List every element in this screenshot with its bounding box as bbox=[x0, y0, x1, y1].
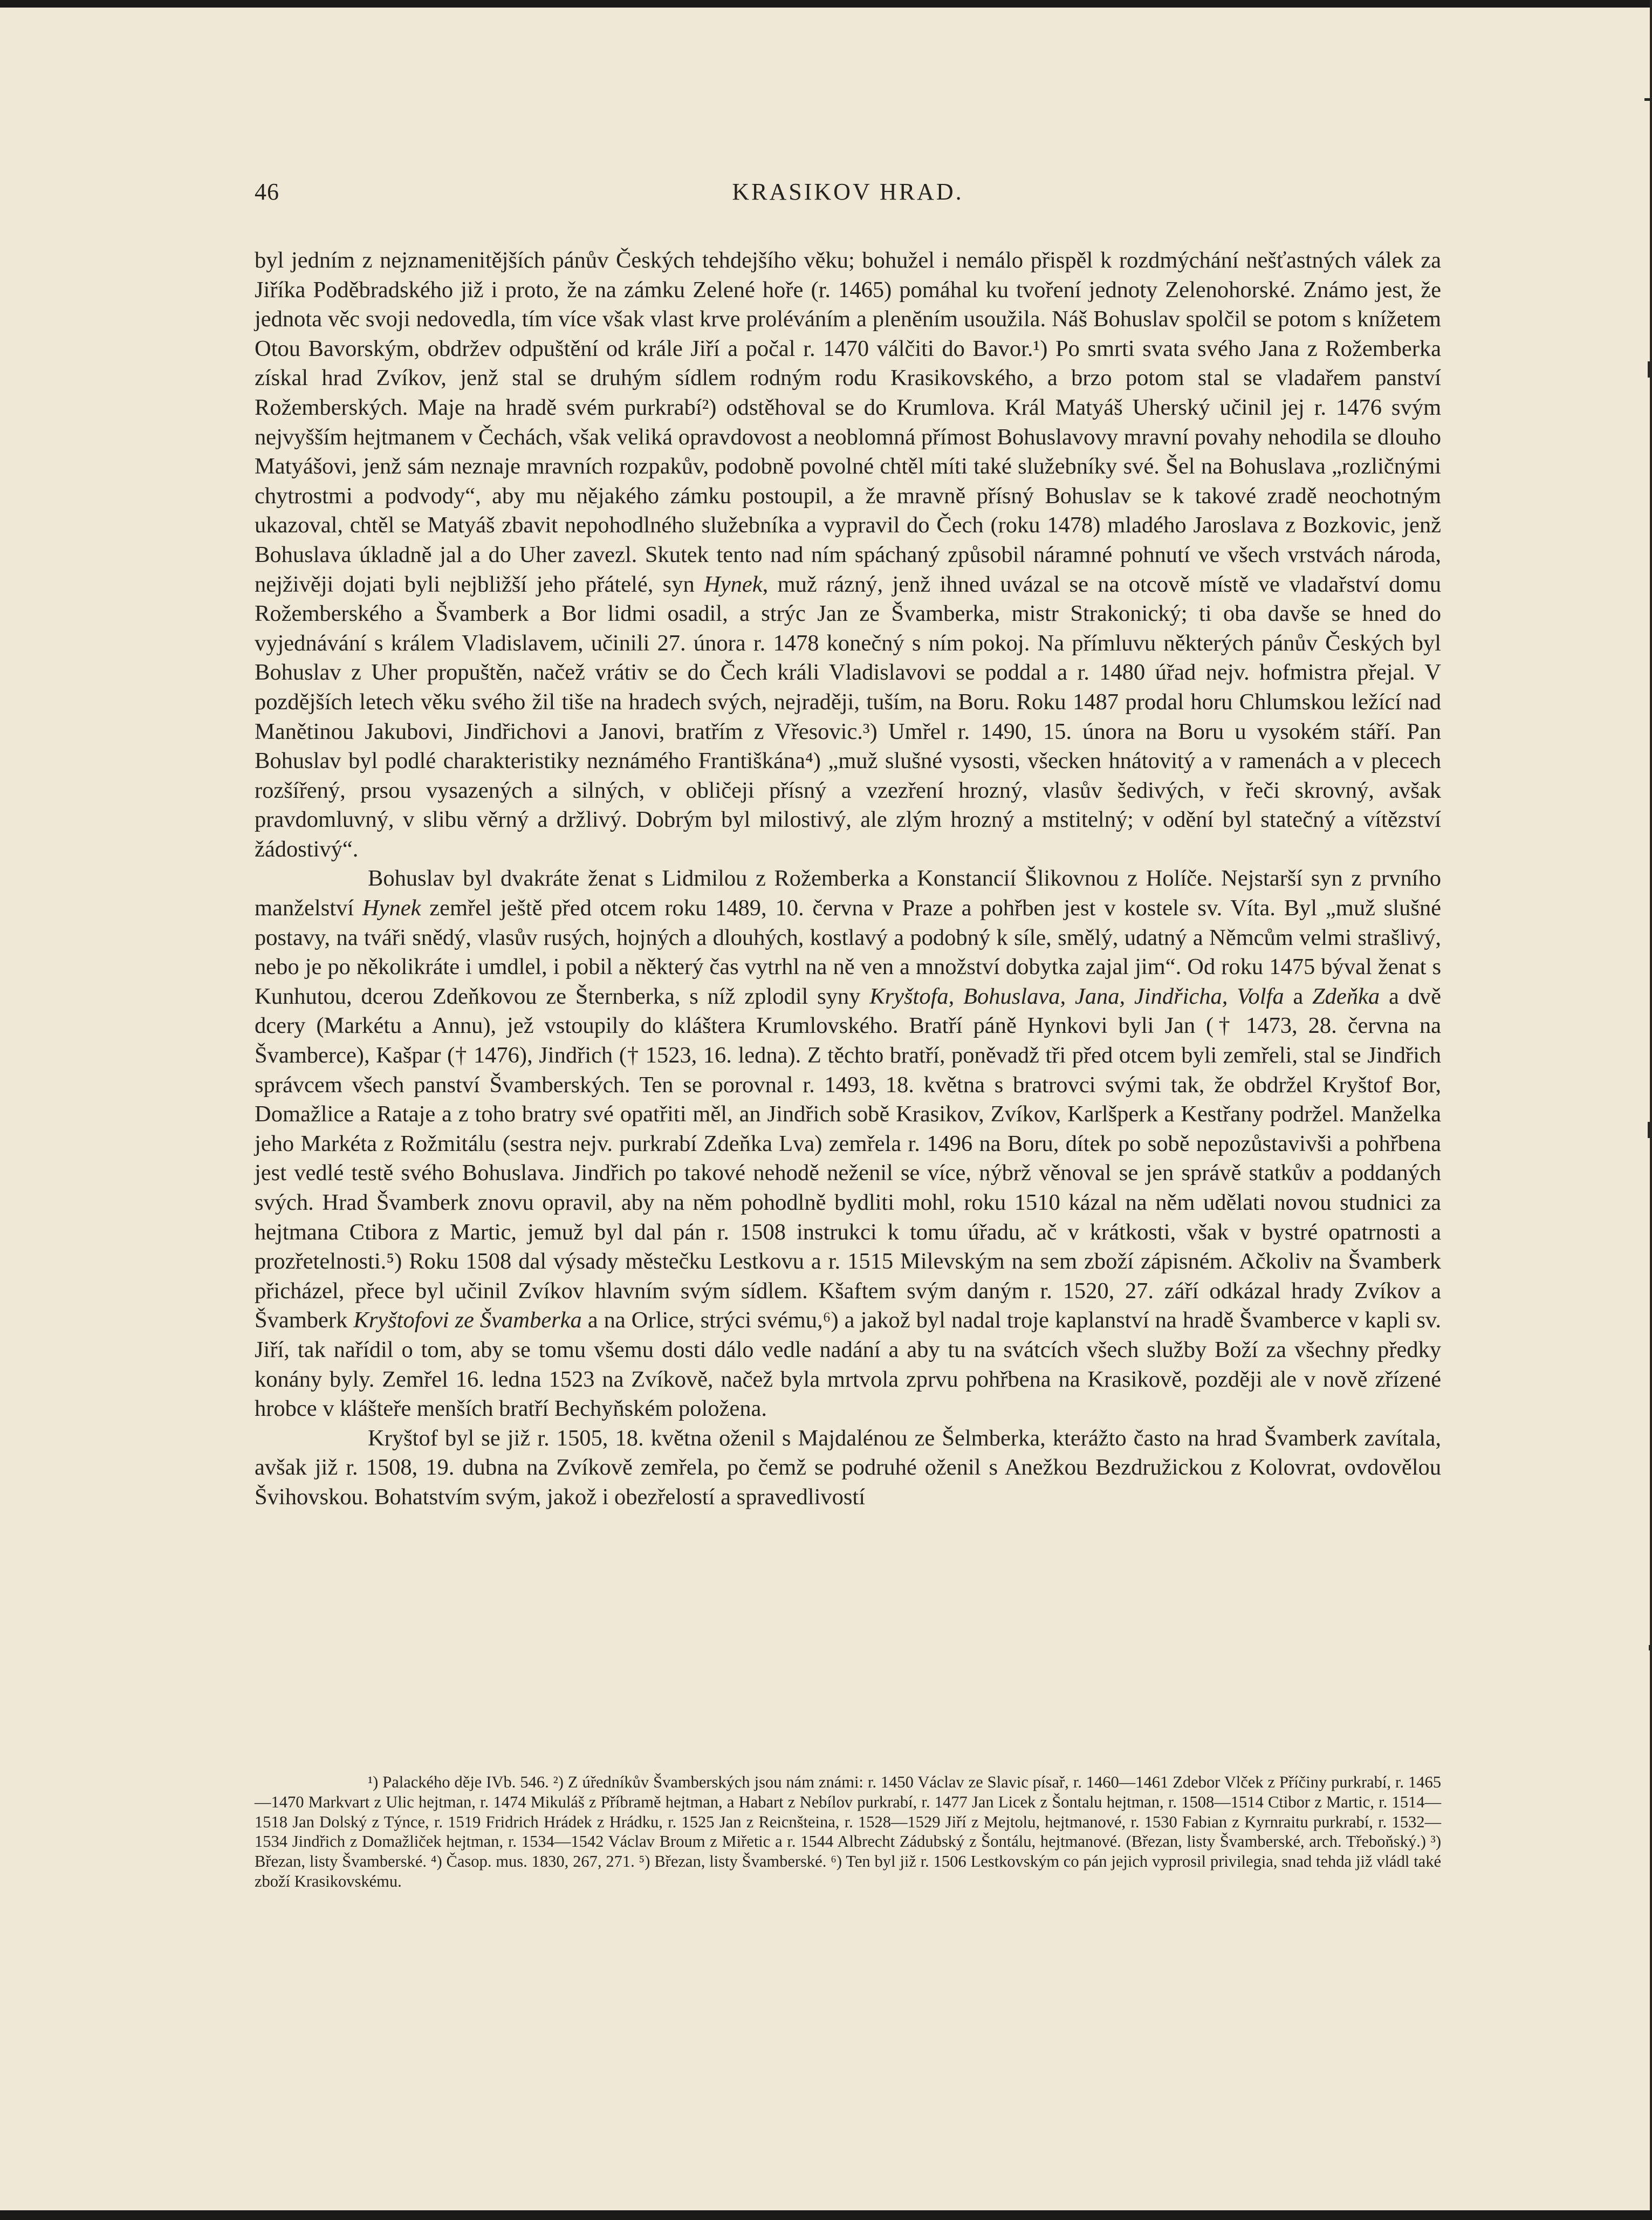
edge-tick-mark bbox=[1649, 1645, 1652, 1650]
paragraph-3 bbox=[255, 1424, 1441, 1512]
edge-tick-mark bbox=[1648, 1122, 1652, 1138]
paragraph-1 bbox=[255, 246, 1441, 864]
italic-names: Kryštofa, Bohuslava, Jana, Jindřicha, Volfa bbox=[869, 983, 1284, 1009]
text-run: , muž rázný, jenž ihned uvázal se na otcově místě ve vladařství domu Rožemberského a Švamberk a Bor lidmi osadil, a strýc Jan ze Švamberka, mistr Strakonický; ti oba davše se hned do vyjednávání s králem Vladislavem, učinili 27. února r. 1478 konečný s ním pokoj. Na přímluvu některých pánův Českých byl Bohuslav z Uher propuštěn, načež vrátiv se do Čech králi Vladislavovi se poddal a r. 1480 úřad nejv. hofmistra přejal. V pozdějších letech věku svého žil tiše na hradech svých, nejraději, tuším, na Boru. Roku 1487 prodal horu Chlumskou ležící nad Manětinou Jakubovi, Jindřichovi a Janovi, bratřím z Vřesovic.³) Umřel r. 1490, 15. února na Boru u vysokém stáří. Pan Bohuslav byl podlé charakteristiky neznámého Františkána⁴) „muž slušné vysosti, všecken hnátovitý a v ramenách a v plecech rozšířený, prsou vysazených a silných, v obličeji přísný a vzezření hrozný, vlasův šedivých, v řeči skrovný, avšak pravdomluvný, v slibu věrný a držlivý. Dobrým byl milostivý, ale zlým hrozný a mstitelný; v odění byl statečný a vítězství žádostivý“. bbox=[255, 571, 1441, 862]
footnotes bbox=[255, 1772, 1441, 1892]
page-bottom-edge bbox=[0, 2210, 1652, 2220]
page-number: 46 bbox=[255, 179, 279, 205]
page-right-edge bbox=[1650, 0, 1652, 2220]
text-run: Kryštof byl se již r. 1505, 18. května oženil s Majdalénou ze Šelmberka, kterážto často na hrad Švamberk zavítala, avšak již r. 1508, 19. dubna na Zvíkově zemřela, po čemž se podruhé oženil s Anežkou Bezdružickou z Kolovrat, ovdovělou Švihovskou. Bohatstvím svým, jakož i obezřelostí a spravedlivostí bbox=[255, 1425, 1441, 1510]
text-run: Bohuslav byl dvakráte ženat s Lidmilou z Rožemberka a Konstancií Šlikovnou z Holíče. Nejstarší syn z prvního manželství bbox=[255, 866, 1441, 921]
italic-name: Hynek bbox=[362, 895, 421, 921]
italic-name: Hynek bbox=[704, 571, 763, 597]
paragraph-2 bbox=[255, 864, 1441, 1423]
running-title: KRASIKOV HRAD. bbox=[732, 179, 964, 205]
text-run: byl jedním z nejznamenitějších pánův Českých tehdejšího věku; bohužel i nemálo přispěl k rozdmýchání nešťastných válek za Jiříka Poděbradského již i proto, že na zámku Zelené hoře (r. 1465) pomáhal ku tvoření jednoty Zelenohorské. Známo jest, že jednota věc svoji nedovedla, tím více však vlast krve proléváním a plenĕním usoužila. Náš Bohuslav spolčil se potom s knížetem Otou Bavorským, obdržev odpuštění od krále Jiří a počal r. 1470 válčiti do Bavor.¹) Po smrti svata svého Jana z Rožemberka získal hrad Zvíkov, jenž stal se druhým sídlem rodným rodu Krasikovského, a brzo potom stal se vladařem panství Rožemberských. Maje na hradě svém purkrabí²) odstěhoval se do Krumlova. Král Matyáš Uherský učinil jej r. 1476 svým nejvyšším hejtmanem v Čechách, však veliká opravdovost a neoblomná přímost Bohuslavovy mravní povahy nehodila se dlouho Matyášovi, jenž sám neznaje mravních rozpakův, podobně povolné chtěl míti také služebníky své. Šel na Bohuslava „rozličnými chytrostmi a podvody“, aby mu nějakého zámku postoupil, a že mravně přísný Bohuslav se k takové zradě neochotným ukazoval, chtěl se Matyáš zbavit nepohodlného služebníka a vypravil do Čech (roku 1478) mladého Jaroslava z Bozkovic, jenž Bohuslava úkladně jal a do Uher zavezl. Skutek tento nad ním spáchaný způsobil náramné pohnutí ve všech vrstvách národa, nejživěji dojati byli nejbližší jeho přátelé, syn bbox=[255, 248, 1441, 597]
edge-tick-mark bbox=[1648, 361, 1652, 378]
text-run: a na Orlice, strýci svému,⁶) a jakož byl nadal troje kaplanství na hradě Švamberce v kapli sv. Jiří, tak nařídil o tom, aby se tomu všemu dosti dálo vedle nadání a aby tu na svátcích všech služby Boží za všechny předky konány byly. Zemřel 16. ledna 1523 na Zvíkově, načež byla mrtvola zprvu pohřbena na Krasikově, později ale v nově zřízené hrobce v klášteře menších bratří Bechyňském položena. bbox=[255, 1307, 1441, 1422]
edge-tick-mark bbox=[1644, 98, 1652, 101]
page-header bbox=[255, 178, 1441, 216]
footnote-block: ¹) Palackého děje IVb. 546. ²) Z úředníkův Švamberských jsou nám známi: r. 1450 Václav ze Slavic písař, r. 1460—1461 Zdebor Vlček z Příčiny purkrabí, r. 1465—1470 Markvart z Ulic hejtman, r. 1474 Mikuláš z Příbramě hejtman, a Habart z Nebílov purkrabí, r. 1477 Jan Licek z Šontalu hejtman, r. 1508—1514 Ctibor z Martic, r. 1514—1518 Jan Dolský z Týnce, r. 1519 Fridrich Hrádek z Hrádku, r. 1525 Jan z Reicnšteina, r. 1528—1529 Jiří z Mejtolu, hejtmanové, r. 1530 Fabian z Kyrnraitu purkrabí, r. 1532—1534 Jindřich z Domažliček hejtman, r. 1534—1542 Václav Broum z Miřetic a r. 1544 Albrecht Zádubský z Šontálu, hejtmanové. (Březan, listy Švamberské, arch. Třeboňský.) ³) Březan, listy Švamberské. ⁴) Časop. mus. 1830, 267, 271. ⁵) Březan, listy Švamberské. ⁶) Ten byl již r. 1506 Lestkovským co pán jejich vyprosil privilegia, snad tehda již vládl také zboží Krasikovskému. bbox=[255, 1773, 1441, 1890]
page-top-edge bbox=[0, 0, 1652, 8]
main-text bbox=[255, 246, 1441, 1512]
italic-name: Kryštofovi ze Švamberka bbox=[353, 1307, 582, 1333]
text-run: zemřel ještě před otcem roku 1489, 10. června v Praze a pohřben jest v kostele sv. Víta. Byl „muž slušné postavy, na tváři snědý, vlasův rusých, hojných a dlouhých, kostlavý a podobný k síle, smělý, udatný a Němcům velmi strašlivý, nebo je po několikráte i umdlel, i pobil a některý čas vytrhl na ně ven a množství dobytka zajal jim“. Od roku 1475 býval ženat s Kunhutou, dcerou Zdeňkovou ze Šternberka, s níž zplodil syny bbox=[255, 895, 1441, 1009]
italic-name: Zdeňka bbox=[1312, 983, 1380, 1009]
text-run: a bbox=[1284, 983, 1313, 1009]
text-run: a dvě dcery (Markétu a Annu), jež vstoupily do kláštera Krumlovského. Bratří páně Hynkovi byli Jan († 1473, 28. června na Švamberce), Kašpar († 1476), Jindřich († 1523, 16. ledna). Z těchto bratří, poněvadž tři před otcem byli zemřeli, stal se Jindřich správcem všech panství Švamberských. Ten se porovnal r. 1493, 18. května s bratrovci svými tak, že obdržel Kryštof Bor, Domažlice a Rataje a z toho bratry své opatřiti měl, an Jindřich sobě Krasikov, Zvíkov, Karlšperk a Kestřany podržel. Manželka jeho Markéta z Rožmitálu (sestra nejv. purkrabí Zdeňka Lva) zemřela r. 1496 na Boru, dítek po sobě nepozůstavivši a pohřbena jest vedlé testě svého Bohuslava. Jindřich po takové nehodě neženil se více, nýbrž věnoval se jen správě statkův a poddaných svých. Hrad Švamberk znovu opravil, aby na něm pohodlně bydliti mohl, roku 1510 kázal na něm udělati novou studnici za hejtmana Ctibora z Martic, jemuž byl dal pán r. 1508 instrukci k tomu úřadu, ač v krátkosti, však v bystré opatrnosti a prozřetelnosti.⁵) Roku 1508 dal výsady městečku Lestkovu a r. 1515 Milevským na sem zboží zápisném. Ačkoliv na Švamberk přicházel, přece byl učinil Zvíkov hlavním svým sídlem. Kšaftem svým daným r. 1520, 27. září odkázal hrady Zvíkov a Švamberk bbox=[255, 983, 1441, 1333]
